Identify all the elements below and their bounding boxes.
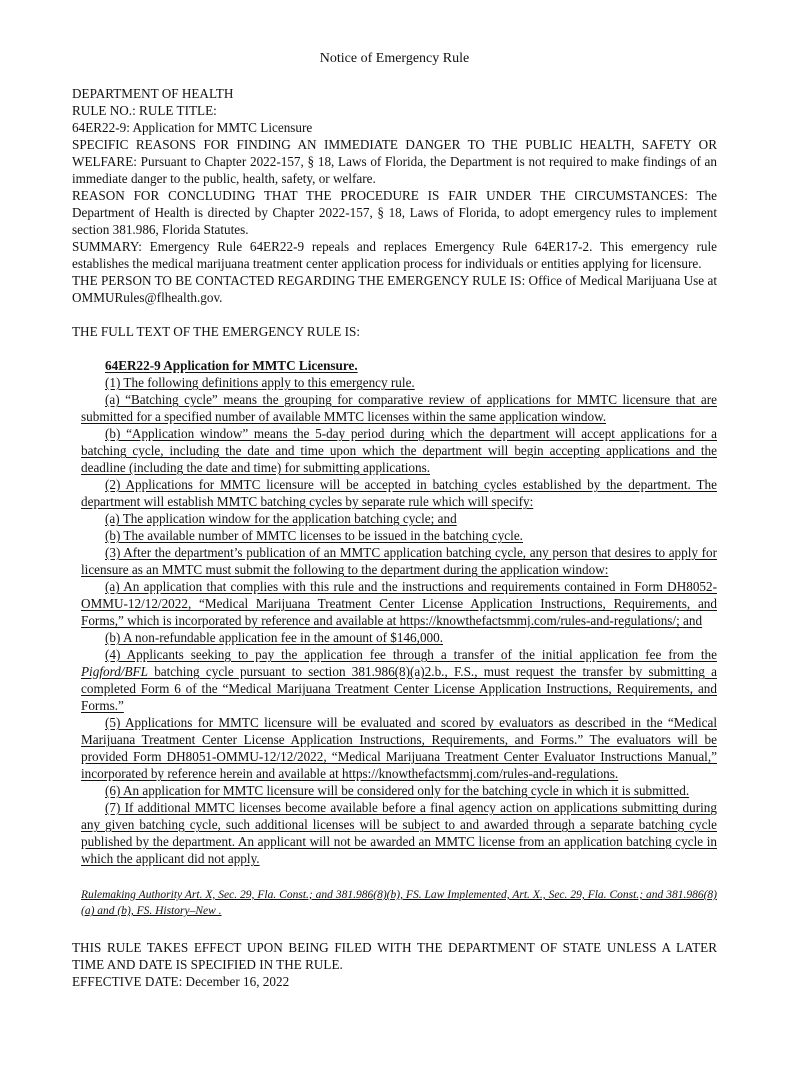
- notice-header: [72, 85, 717, 340]
- rule-section-4-pre: (4) Applicants seeking to pay the application fee through a transfer of the initial application fee from the: [105, 647, 717, 662]
- rule-full-text: [72, 357, 717, 867]
- full-text-label: THE FULL TEXT OF THE EMERGENCY RULE IS:: [72, 324, 361, 339]
- rule-section-1a: (a) “Batching cycle” means the grouping for comparative review of applications for MMTC licensure that are submitted for a specified number of available MMTC licenses within the same application window.: [81, 392, 717, 424]
- rule-section-7: (7) If additional MMTC licenses become available before a final agency action on applications submitting during any given batching cycle, such additional licenses will be subject to and awarded through a separate batching cycle published by the department. An applicant will not be awarded an MMTC license from an application batching cycle in which the applicant did not apply.: [81, 800, 717, 866]
- rule-section-3: (3) After the department’s publication of an MMTC application batching cycle, any person that desires to apply for licensure as an MMTC must submit the following to the department during the application window:: [81, 545, 717, 577]
- summary-paragraph: SUMMARY: Emergency Rule 64ER22-9 repeals and replaces Emergency Rule 64ER17-2. This emergency rule establishes the medical marijuana treatment center application process for individuals or entities applying for licensure.: [72, 239, 717, 271]
- rule-section-2: (2) Applications for MMTC licensure will be accepted in batching cycles established by the department. The department will establish MMTC batching cycles by separate rule which will specify:: [81, 477, 717, 509]
- rule-section-2a: (a) The application window for the application batching cycle; and: [105, 511, 457, 526]
- notice-title: Notice of Emergency Rule: [319, 51, 470, 66]
- rule-section-2b: (b) The available number of MMTC licenses to be issued in the batching cycle.: [105, 528, 523, 543]
- effective-notice: THIS RULE TAKES EFFECT UPON BEING FILED WITH THE DEPARTMENT OF STATE UNLESS A LATER TIME AND DATE IS SPECIFIED IN THE RULE.: [72, 940, 717, 972]
- document-page: [72, 50, 717, 990]
- effective-date: EFFECTIVE DATE: December 16, 2022: [72, 974, 290, 989]
- rule-no-title: 64ER22-9: Application for MMTC Licensure: [72, 120, 313, 135]
- specific-reasons-paragraph: SPECIFIC REASONS FOR FINDING AN IMMEDIATE DANGER TO THE PUBLIC HEALTH, SAFETY OR WELFARE: Pursuant to Chapter 2022-157, § 18, Laws of Florida, the Department is not required to make findings of an immediate danger to the public, health, safety, or welfare.: [72, 137, 717, 186]
- rule-section-4-post: batching cycle pursuant to section 381.986(8)(a)2.b., F.S., must request the transfer by submitting a completed Form 6 of the “Medical Marijuana Treatment Center License Application Instructions, Requirements, and Forms.”: [81, 664, 717, 713]
- effective-section: [72, 939, 717, 990]
- contact-paragraph: THE PERSON TO BE CONTACTED REGARDING THE EMERGENCY RULE IS: Office of Medical Marijuana Use at OMMURules@flhealth.gov.: [72, 273, 717, 305]
- rule-no-title-label: RULE NO.: RULE TITLE:: [72, 103, 217, 118]
- rule-section-1: (1) The following definitions apply to this emergency rule.: [105, 375, 415, 390]
- rule-section-1b: (b) “Application window” means the 5-day period during which the department will accept applications for a batching cycle, including the date and time upon which the department will begin accepting applications and the deadline (including the date and time) for submitting applications.: [81, 426, 717, 475]
- rule-title: 64ER22-9 Application for MMTC Licensure.: [105, 358, 358, 373]
- department-line: DEPARTMENT OF HEALTH: [72, 86, 234, 101]
- rule-section-3a: (a) An application that complies with this rule and the instructions and requirements contained in Form DH8052-OMMU-12/12/2022, “Medical Marijuana Treatment Center License Application Instructions, Requirements, and Forms,” which is incorporated by reference and available at https://knowthefactsmmj.com/rules-and-regulations/; and: [81, 579, 717, 628]
- rule-section-4: [81, 646, 717, 714]
- rulemaking-history: Rulemaking Authority Art. X, Sec. 29, Fla. Const.; and 381.986(8)(b), FS. Law Implemented, Art. X., Sec. 29, Fla. Const.; and 381.986(8)(a) and (b), FS. History–New .: [81, 889, 717, 917]
- rule-section-4-italic: Pigford/BFL: [81, 664, 148, 679]
- reason-fair-paragraph: REASON FOR CONCLUDING THAT THE PROCEDURE IS FAIR UNDER THE CIRCUMSTANCES: The Department of Health is directed by Chapter 2022-157, § 18, Laws of Florida, to adopt emergency rules to implement section 381.986, Florida Statutes.: [72, 188, 717, 237]
- rule-section-3b: (b) A non-refundable application fee in the amount of $146,000.: [105, 630, 444, 645]
- rule-section-6: (6) An application for MMTC licensure will be considered only for the batching cycle in which it is submitted.: [105, 783, 690, 798]
- rule-section-5: (5) Applications for MMTC licensure will be evaluated and scored by evaluators as described in the “Medical Marijuana Treatment Center License Application Instructions, Requirements, and Forms.” The evaluators will be provided Form DH8051-OMMU-12/12/2022, “Medical Marijuana Treatment Center Evaluator Instructions Manual,” incorporated by reference herein and available at https://knowthefactsmmj.com/rules-and-regulations.: [81, 715, 717, 781]
